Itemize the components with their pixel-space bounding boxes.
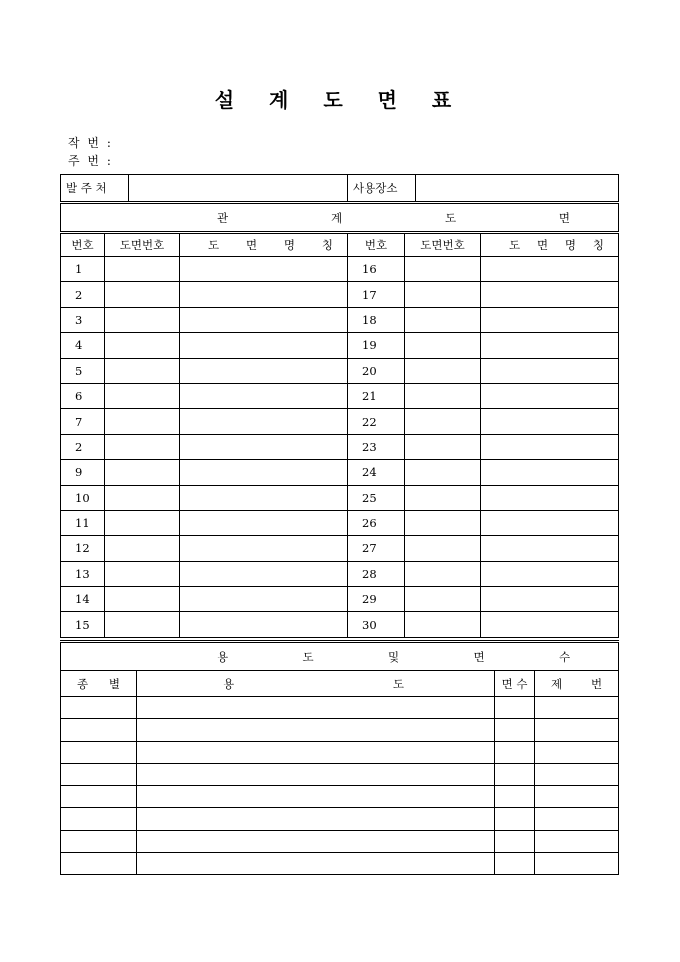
type-cell[interactable] [61,741,137,763]
header-char: 도 [509,238,521,252]
make-cell[interactable] [535,853,619,875]
header-char: 별 [108,676,120,691]
drawing-name-cell[interactable] [481,561,619,586]
header-char: 번 [590,676,603,691]
drawing-no-cell[interactable] [105,358,180,383]
client-field[interactable] [129,175,348,203]
usage-header [137,671,495,697]
drawing-no-cell[interactable] [405,257,481,282]
drawing-name-cell[interactable] [180,282,348,307]
table-row [61,830,619,852]
table-row [61,697,619,719]
drawing-no-cell[interactable] [105,434,180,459]
drawing-name-cell[interactable] [481,383,619,408]
drawing-no-cell[interactable] [105,460,180,485]
drawing-no-cell[interactable] [405,409,481,434]
drawing-no-cell[interactable] [405,358,481,383]
row-number: 4 [61,333,105,358]
row-number: 26 [348,510,405,535]
drawing-name-cell[interactable] [180,510,348,535]
row-number: 20 [348,358,405,383]
header-char: 및 [387,649,400,664]
type-cell[interactable] [61,719,137,741]
drawing-no-header: 도면번호 [405,233,481,257]
row-number: 28 [348,561,405,586]
count-cell[interactable] [495,808,535,830]
type-header [61,671,137,697]
row-number: 25 [348,485,405,510]
drawing-no-cell[interactable] [405,612,481,637]
header-char: 도 [208,238,220,252]
drawing-name-cell[interactable] [180,485,348,510]
drawing-name-cell[interactable] [481,460,619,485]
drawing-no-cell[interactable] [405,587,481,612]
drawing-name-cell[interactable] [481,510,619,535]
row-number: 16 [348,257,405,282]
header-char: 용 [217,649,229,664]
count-cell[interactable] [495,741,535,763]
place-label: 사용장소 [348,175,416,203]
drawing-name-cell[interactable] [180,536,348,561]
drawing-no-cell[interactable] [105,510,180,535]
count-header: 면 수 [495,671,535,697]
make-cell[interactable] [535,830,619,852]
drawing-name-cell[interactable] [481,333,619,358]
drawing-no-cell[interactable] [405,561,481,586]
row-number: 6 [61,383,105,408]
header-char: 용 [223,676,235,691]
drawing-no-cell[interactable] [105,307,180,332]
drawing-no-cell[interactable] [405,460,481,485]
drawing-name-cell[interactable] [180,307,348,332]
table-row [61,307,619,332]
make-cell[interactable] [535,741,619,763]
header-char: 명 [283,238,296,252]
drawing-name-cell[interactable] [180,358,348,383]
place-field[interactable] [416,175,619,203]
row-number: 3 [61,307,105,332]
table-row [61,257,619,282]
drawing-name-cell[interactable] [180,460,348,485]
row-number: 9 [61,460,105,485]
row-number: 11 [61,510,105,535]
count-cell[interactable] [495,830,535,852]
drawing-no-cell[interactable] [105,587,180,612]
no-header: 번호 [348,233,405,257]
header-char: 면 [558,210,571,225]
drawing-name-cell[interactable] [481,485,619,510]
make-header [535,671,619,697]
drawing-no-cell[interactable] [105,383,180,408]
type-cell[interactable] [61,786,137,808]
row-number: 27 [348,536,405,561]
header-char: 제 [551,676,563,691]
usage-cell[interactable] [137,830,495,852]
drawing-name-cell[interactable] [481,409,619,434]
header-char: 관 [217,210,229,225]
row-number: 5 [61,358,105,383]
main-number-label: 주 번 : [68,154,113,168]
drawing-no-cell[interactable] [105,612,180,637]
count-cell[interactable] [495,697,535,719]
make-cell[interactable] [535,697,619,719]
row-number: 19 [348,333,405,358]
row-number: 18 [348,307,405,332]
drawing-name-cell[interactable] [180,333,348,358]
row-number: 22 [348,409,405,434]
make-cell[interactable] [535,786,619,808]
row-number: 10 [61,485,105,510]
drawing-name-cell[interactable] [481,358,619,383]
row-number: 12 [61,536,105,561]
table-row [61,741,619,763]
header-char: 칭 [592,238,604,252]
drawing-name-cell[interactable] [481,434,619,459]
table-row [61,612,619,637]
drawing-no-cell[interactable] [105,257,180,282]
drawing-no-cell[interactable] [105,536,180,561]
usage-cell[interactable] [137,808,495,830]
type-cell[interactable] [61,763,137,785]
table-row [61,434,619,459]
table-row [61,383,619,408]
table-row [61,409,619,434]
job-number-label: 작 번 : [68,136,113,150]
drawing-name-cell[interactable] [180,383,348,408]
drawing-name-header [481,233,619,257]
make-cell[interactable] [535,719,619,741]
type-cell[interactable] [61,808,137,830]
table-row [61,358,619,383]
make-cell[interactable] [535,808,619,830]
drawing-no-cell[interactable] [405,485,481,510]
table-row [61,485,619,510]
header-char: 면 [536,238,549,252]
usage-cell[interactable] [137,853,495,875]
drawing-name-cell[interactable] [481,587,619,612]
drawing-name-cell[interactable] [180,612,348,637]
header-char: 면 [245,238,258,252]
table-row [61,536,619,561]
usage-cell[interactable] [137,697,495,719]
table-row [61,763,619,785]
count-cell[interactable] [495,853,535,875]
drawing-name-cell[interactable] [481,536,619,561]
row-number: 15 [61,612,105,637]
row-number: 17 [348,282,405,307]
row-number: 24 [348,460,405,485]
table-row [61,808,619,830]
drawing-no-cell[interactable] [405,536,481,561]
table-row [61,786,619,808]
drawing-no-cell[interactable] [105,282,180,307]
type-cell[interactable] [61,853,137,875]
table-row [61,587,619,612]
header-char: 명 [564,238,577,252]
usage-cell[interactable] [137,786,495,808]
drawing-no-cell[interactable] [105,409,180,434]
drawings-section-title [61,203,619,233]
row-number: 7 [61,409,105,434]
drawing-name-cell[interactable] [481,612,619,637]
drawing-no-cell[interactable] [405,333,481,358]
header-char: 도 [302,649,314,664]
usage-cell[interactable] [137,763,495,785]
table-row [61,853,619,875]
count-cell[interactable] [495,719,535,741]
drawing-no-header: 도면번호 [105,233,180,257]
row-number: 23 [348,434,405,459]
table-row [61,333,619,358]
page-title: 설 계 도 면 표 [214,88,466,112]
count-cell[interactable] [495,763,535,785]
drawing-name-cell[interactable] [180,587,348,612]
drawing-no-cell[interactable] [405,282,481,307]
type-cell[interactable] [61,697,137,719]
drawing-no-cell[interactable] [405,383,481,408]
drawing-name-cell[interactable] [481,307,619,332]
header-char: 수 [558,649,571,664]
drawing-no-cell[interactable] [405,307,481,332]
drawings-table [60,174,619,638]
header-char: 종 [77,676,89,691]
usage-cell[interactable] [137,719,495,741]
drawing-name-cell[interactable] [180,561,348,586]
header-char: 계 [330,210,343,225]
row-number: 21 [348,383,405,408]
drawing-no-cell[interactable] [405,434,481,459]
drawing-name-cell[interactable] [481,257,619,282]
usage-section-title [61,642,619,671]
type-cell[interactable] [61,830,137,852]
drawing-name-cell[interactable] [180,434,348,459]
table-row [61,510,619,535]
header-char: 면 [473,649,485,664]
row-number: 1 [61,257,105,282]
drawing-no-cell[interactable] [105,485,180,510]
header-char: 칭 [321,238,333,252]
table-row [61,719,619,741]
row-number: 30 [348,612,405,637]
drawing-name-cell[interactable] [180,257,348,282]
row-number: 14 [61,587,105,612]
row-number: 2 [61,282,105,307]
drawing-name-cell[interactable] [481,282,619,307]
client-label: 발 주 처 [61,175,129,203]
table-row [61,460,619,485]
drawing-name-header [180,233,348,257]
table-row [61,282,619,307]
count-cell[interactable] [495,786,535,808]
row-number: 2 [61,434,105,459]
usage-table [60,640,619,875]
drawing-no-cell[interactable] [105,561,180,586]
table-row [61,561,619,586]
drawing-name-cell[interactable] [180,409,348,434]
row-number: 13 [61,561,105,586]
drawing-no-cell[interactable] [105,333,180,358]
make-cell[interactable] [535,763,619,785]
header-char: 도 [392,676,404,691]
drawing-no-cell[interactable] [405,510,481,535]
header-char: 도 [444,210,457,225]
row-number: 29 [348,587,405,612]
no-header: 번호 [61,233,105,257]
usage-cell[interactable] [137,741,495,763]
